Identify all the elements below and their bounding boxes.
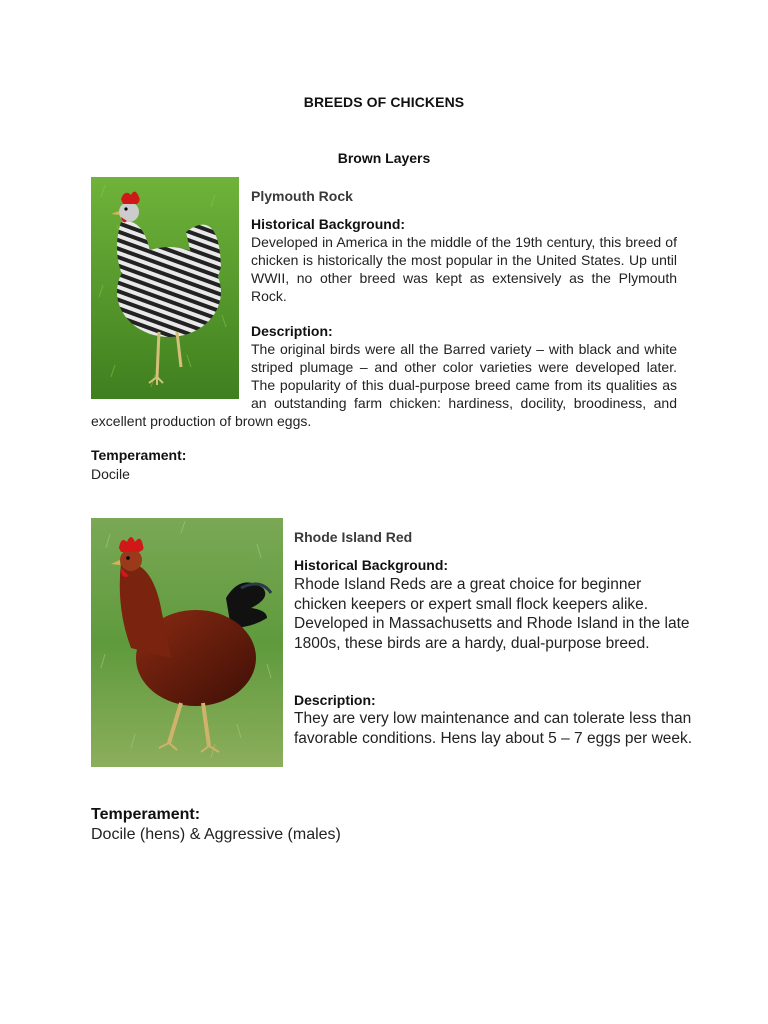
temperament-value: Docile (hens) & Aggressive (males) bbox=[91, 826, 341, 843]
description-text bbox=[91, 340, 677, 430]
historical-background-label: Historical Background: bbox=[251, 216, 406, 232]
historical-background-text: Developed in America in the middle of the 19th century, this breed of chicken is historically the most popular in the United States. Up until WWII, no other breed was kept as extensively as the Plymouth Rock. bbox=[251, 234, 677, 304]
temperament-value: Docile bbox=[91, 466, 130, 482]
description-label: Description: bbox=[251, 323, 333, 339]
description-text: They are very low maintenance and can tolerate less than favorable conditions. Hens lay about 5 – 7 eggs per week. bbox=[294, 710, 693, 747]
red-rooster-photo-icon bbox=[91, 518, 283, 767]
rhode-island-red-photo bbox=[91, 518, 283, 767]
historical-background-text: Rhode Island Reds are a great choice for beginner chicken keepers or expert small flock keepers alike. Developed in Massachusetts and Rhode Island in the late 1800s, these birds are a hardy, dual-purpose breed. bbox=[294, 576, 690, 652]
image-wrap-spacer bbox=[91, 340, 251, 404]
description-label: Description: bbox=[294, 692, 376, 708]
breed-name: Plymouth Rock bbox=[251, 188, 353, 204]
temperament-label: Temperament: bbox=[91, 806, 201, 823]
temperament-label: Temperament: bbox=[91, 447, 187, 463]
description-body: The original birds were all the Barred variety – with black and white striped plumage – and other color varieties were developed later. The popularity of this dual-purpose breed came from its qualities as an outstanding farm chicken: hardiness, docility, broodiness, and excellent production of brown eggs. bbox=[91, 341, 677, 429]
document-title: BREEDS OF CHICKENS bbox=[303, 94, 465, 110]
breed-name: Rhode Island Red bbox=[294, 529, 413, 545]
historical-background-label: Historical Background: bbox=[294, 557, 449, 573]
section-title: Brown Layers bbox=[337, 150, 431, 166]
